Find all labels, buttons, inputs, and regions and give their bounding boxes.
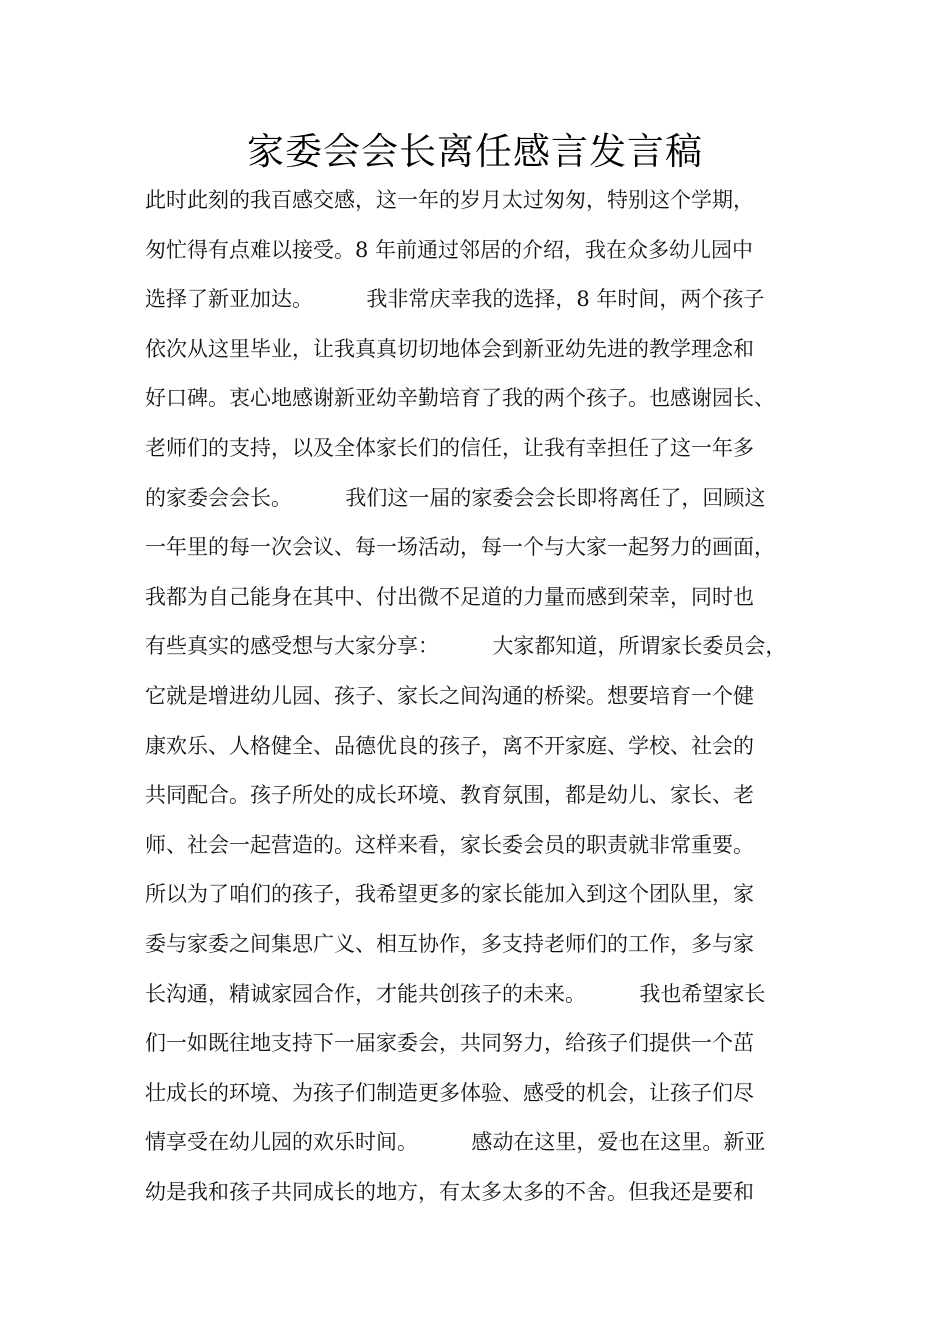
body-line: 壮成长的环境、为孩子们制造更多体验、感受的机会，让孩子们尽 [145,1080,754,1105]
body-line: 共同配合。孩子所处的成长环境、教育氛围，都是幼儿、家长、老 [145,783,754,808]
body-line: 委与家委之间集思广义、相互协作，多支持老师们的工作，多与家 [145,931,754,956]
document-body [145,176,825,1217]
body-line: 此时此刻的我百感交感，这一年的岁月太过匆匆，特别这个学期， [145,188,754,212]
body-line: 它就是增进幼儿园、孩子、家长之间沟通的桥梁。想要培育一个健 [145,683,754,708]
body-line: 好口碑。衷心地感谢新亚幼辛勤培育了我的两个孩子。也感谢园长、 [145,386,775,411]
body-line: 们一如既往地支持下一届家委会，共同努力，给孩子们提供一个茁 [145,1031,754,1056]
body-line: 长沟通，精诚家园合作，才能共创孩子的未来。 我也希望家长 [145,981,766,1006]
body-line: 所以为了咱们的孩子，我希望更多的家长能加入到这个团队里，家 [145,882,754,907]
body-line: 有些真实的感受想与大家分享： 大家都知道，所谓家长委员会， [145,634,787,659]
body-line: 匆忙得有点难以接受。8 年前通过邻居的介绍，我在众多幼儿园中 [145,237,754,262]
body-line: 我都为自己能身在其中、付出微不足道的力量而感到荣幸，同时也 [145,584,754,609]
body-line: 的家委会会长。 我们这一届的家委会会长即将离任了，回顾这 [145,485,766,510]
body-line: 师、社会一起营造的。这样来看，家长委会员的职责就非常重要。 [145,832,754,857]
body-line: 康欢乐、人格健全、品德优良的孩子，离不开家庭、学校、社会的 [145,733,754,758]
body-line: 选择了新亚加达。 我非常庆幸我的选择，8 年时间，两个孩子 [145,287,765,312]
body-line: 一年里的每一次会议、每一场活动，每一个与大家一起努力的画面， [145,535,775,560]
document-title: 家委会会长离任感言发言稿 [247,130,703,173]
body-line: 依次从这里毕业，让我真真切切地体会到新亚幼先进的教学理念和 [145,336,754,361]
body-line: 情享受在幼儿园的欢乐时间。 感动在这里，爱也在这里。新亚 [145,1130,766,1155]
body-line: 幼是我和孩子共同成长的地方，有太多太多的不舍。但我还是要和 [145,1179,754,1204]
body-line: 老师们的支持，以及全体家长们的信任，让我有幸担任了这一年多 [145,435,754,460]
